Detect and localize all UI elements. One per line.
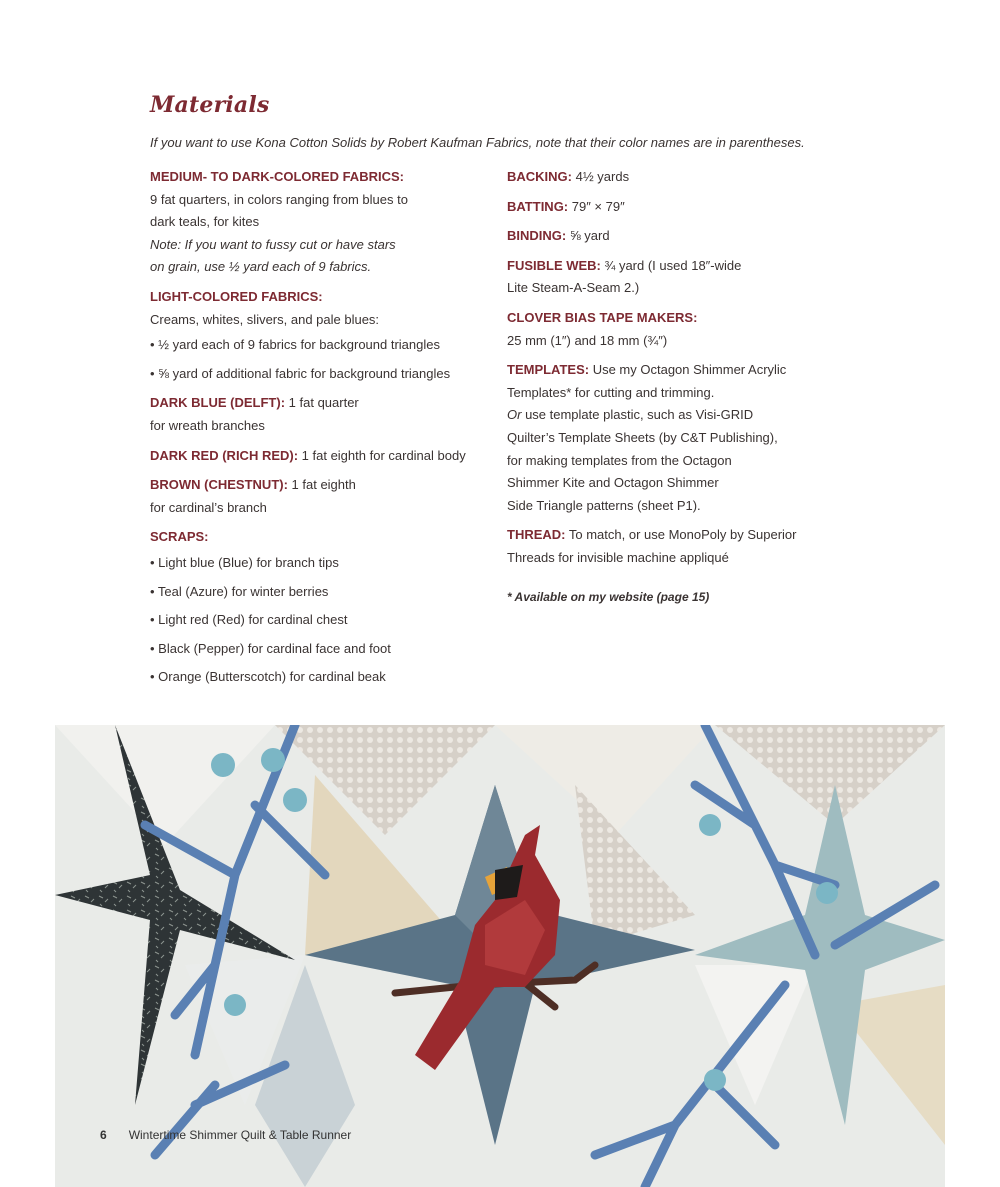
scraps-bullet-3: • Light red (Red) for cardinal chest [150,612,348,628]
light-fabrics [150,286,495,385]
medium-line-1: 9 fat quarters, in colors ranging from blues to [150,191,408,207]
dark-blue-text: 1 fat quarter [285,395,359,411]
templates-line-3: Shimmer Kite and Octagon Shimmer [507,475,719,491]
page-number: 6 [100,1128,107,1142]
backing [507,166,837,189]
page-title: Materials [150,92,270,118]
light-bullet-1: • ½ yard each of 9 fabrics for background triangles [150,337,440,353]
medium-note-1: Note: If you want to fussy cut or have stars [150,236,396,252]
scraps-heading: SCRAPS: [150,529,209,545]
fusible-text-2: Lite Steam-A-Seam 2.) [507,280,640,296]
templates-text-3: use template plastic, such as Visi-GRID [521,407,754,423]
brown-text-2: for cardinal’s branch [150,499,267,515]
fusible-text: ¾ yard (I used 18″-wide [600,257,742,273]
dark-red [150,445,495,468]
medium-note-2: on grain, use ½ yard each of 9 fabrics. [150,259,372,275]
thread-heading: THREAD: [507,527,566,543]
templates-line-1: Quilter’s Template Sheets (by C&T Publishing), [507,429,778,445]
medium-dark-fabrics [150,166,495,279]
medium-dark-heading: MEDIUM- TO DARK-COLORED FABRICS: [150,169,404,184]
thread [507,524,837,569]
scraps-bullet-1: • Light blue (Blue) for branch tips [150,554,339,570]
dark-blue-text-2: for wreath branches [150,417,265,433]
thread-text: To match, or use MonoPoly by Superior [565,527,797,543]
templates-or: Or [507,407,522,423]
batting-text: 79″ × 79″ [568,198,625,214]
medium-line-2: dark teals, for kites [150,214,260,230]
binding-text: ⅝ yard [566,228,610,244]
clover-text: 25 mm (1″) and 18 mm (¾″) [507,332,668,348]
backing-text: 4½ yards [572,169,630,184]
templates-heading: TEMPLATES: [507,362,590,378]
fusible-heading: FUSIBLE WEB: [507,257,601,273]
scraps-bullet-2: • Teal (Azure) for winter berries [150,583,329,599]
binding [507,225,837,248]
scraps-bullet-4: • Black (Pepper) for cardinal face and foot [150,640,391,656]
dark-blue [150,392,495,437]
brown [150,474,495,519]
brown-text: 1 fat eighth [287,477,356,493]
footnote: * Available on my website (page 15) [507,589,710,604]
thread-text-2: Threads for invisible machine appliqué [507,549,729,565]
dark-red-heading: DARK RED (RICH RED): [150,447,299,463]
clover-heading: CLOVER BIAS TAPE MAKERS: [507,309,698,325]
quilt-photo [55,725,945,1187]
page-footer [100,1128,351,1142]
scraps [150,526,495,689]
backing-heading: BACKING: [507,169,572,184]
light-heading: LIGHT-COLORED FABRICS: [150,288,323,304]
batting-heading: BATTING: [507,198,569,214]
materials-left-column [150,166,495,696]
running-title: Wintertime Shimmer Quilt & Table Runner [128,1128,352,1142]
light-bullet-2: • ⅝ yard of additional fabric for background triangles [150,365,451,381]
templates-text-1: Use my Octagon Shimmer Acrylic [589,362,787,378]
templates-line-2: for making templates from the Octagon [507,452,732,468]
templates-line-4: Side Triangle patterns (sheet P1). [507,497,701,513]
intro-note: If you want to use Kona Cotton Solids by Robert Kaufman Fabrics, note that their color names are in parentheses. [150,135,805,150]
quilt-illustration [55,725,945,1187]
batting [507,196,837,219]
clover-bias [507,307,837,352]
brown-heading: BROWN (CHESTNUT): [150,477,288,493]
fusible-web [507,255,837,300]
light-line: Creams, whites, slivers, and pale blues: [150,311,380,327]
materials-right-column [507,166,837,608]
templates [507,359,837,517]
dark-red-text: 1 fat eighth for cardinal body [298,447,466,463]
binding-heading: BINDING: [507,228,567,244]
scraps-bullet-5: • Orange (Butterscotch) for cardinal beak [150,669,386,685]
dark-blue-heading: DARK BLUE (DELFT): [150,395,286,411]
templates-text-2: Templates* for cutting and trimming. [507,384,715,400]
